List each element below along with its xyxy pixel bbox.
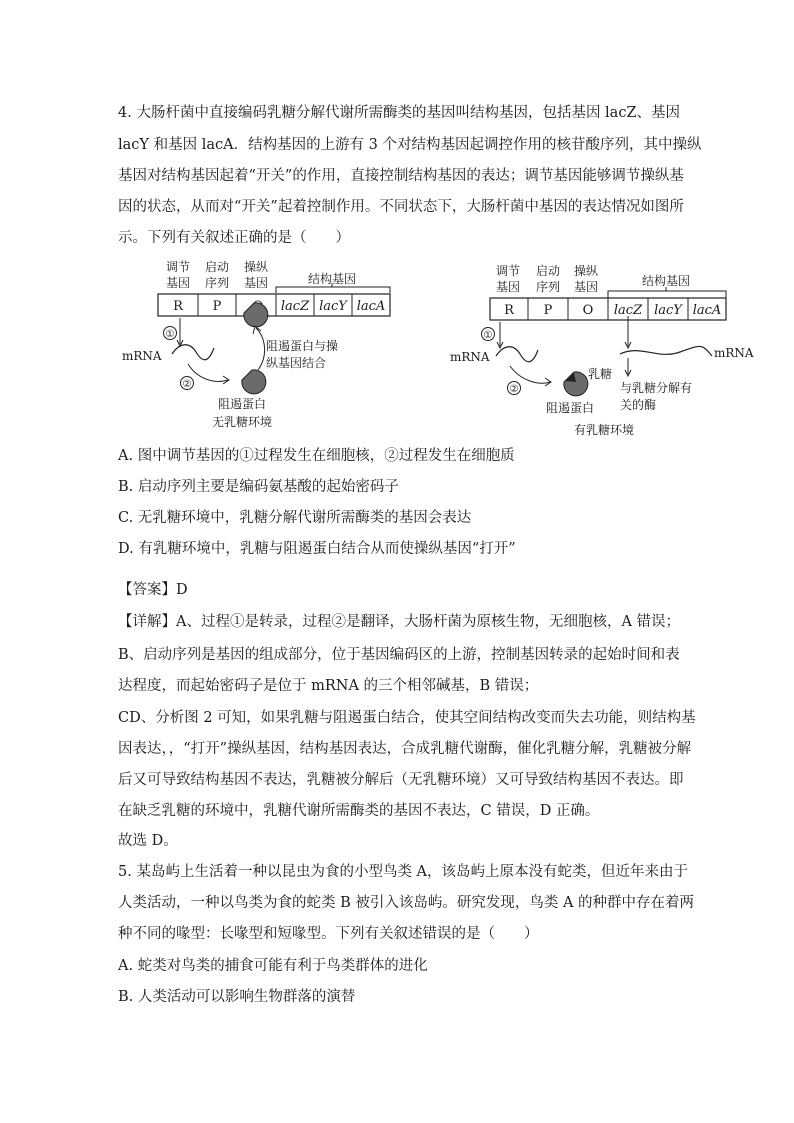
right-hdr-caozong-1: 操纵 <box>573 264 599 278</box>
right-lactose-label: 乳糖 <box>588 367 613 381</box>
right-repressor <box>564 372 588 396</box>
right-hdr-qidong-2: 序列 <box>535 280 561 294</box>
right-repressor-label: 阻遏蛋白 <box>545 401 595 415</box>
explanation-line: 在缺乏乳糖的环境中，乳糖代谢所需酶类的基因不表达，C 错误，D 正确。 <box>118 803 600 819</box>
left-bind-note-1: 阻遏蛋白与操 <box>266 339 339 353</box>
left-hdr-qidong-1: 启动 <box>204 260 230 274</box>
left-cell-lacY: lacY <box>319 299 347 314</box>
q4-line: 4. 大肠杆菌中直接编码乳糖分解代谢所需酶类的基因叫结构基因，包括基因 lacZ、基因 <box>118 105 681 121</box>
left-diagram <box>122 259 390 429</box>
right-cell-lacY: lacY <box>654 303 682 318</box>
right-cell-O: O <box>582 303 594 318</box>
right-cell-lacZ: lacZ <box>613 303 643 318</box>
left-env-label: 无乳糖环境 <box>211 415 273 429</box>
left-cell-lacZ: lacZ <box>280 299 310 314</box>
right-step-1: ① <box>483 330 493 341</box>
left-cell-P: P <box>212 299 222 314</box>
right-mrna-strand-right <box>620 346 712 356</box>
explanation-line: 【详解】A、过程①是转录，过程②是翻译，大肠杆菌为原核生物，无细胞核，A 错误； <box>118 614 681 630</box>
left-hdr-caozong-1: 操纵 <box>243 260 269 274</box>
left-step-1: ① <box>165 329 175 340</box>
explanation-line: 故选 D。 <box>118 833 178 849</box>
right-step-2: ② <box>509 384 519 395</box>
q4-option-c: C. 无乳糖环境中，乳糖分解代谢所需酶类的基因会表达 <box>118 510 472 526</box>
explanation-line: 达程度，而起始密码子是位于 mRNA 的三个相邻碱基，B 错误； <box>118 678 539 694</box>
left-gene-bar <box>158 294 390 316</box>
left-step-2: ② <box>182 379 192 390</box>
left-hdr-struct: 结构基因 <box>307 272 357 286</box>
right-enzyme-label-2: 关的酶 <box>620 398 657 412</box>
explanation-line: 因表达，，“打开”操纵基因，结构基因表达，合成乳糖代谢酶，催化乳糖分解，乳糖被分解 <box>118 741 692 757</box>
q4-line: 因的状态，从而对“开关”起着控制作用。不同状态下，大肠杆菌中基因的表达情况如图所 <box>118 199 684 215</box>
right-struct-brace <box>608 287 726 298</box>
right-hdr-tiaojie-2: 基因 <box>495 280 521 294</box>
explanation-line: CD、分析图 2 可知，如果乳糖与阻遏蛋白结合，使其空间结构改变而失去功能，则结构基 <box>118 710 696 726</box>
left-cell-lacA: lacA <box>356 299 386 314</box>
right-mrna-label-left: mRNA <box>450 350 490 364</box>
q4-line: lacY 和基因 lacA．结构基因的上游有 3 个对结构基因起调控作用的核苷酸序列，其中操纵 <box>118 137 702 153</box>
right-hdr-struct: 结构基因 <box>641 274 691 288</box>
q4-option-d: D. 有乳糖环境中，乳糖与阻遏蛋白结合从而使操纵基因“打开” <box>118 541 516 557</box>
left-hdr-tiaojie-1: 调节 <box>165 260 191 274</box>
q5-option-a: A. 蛇类对鸟类的捕食可能有利于鸟类群体的进化 <box>118 958 428 974</box>
right-cell-lacA: lacA <box>692 303 722 318</box>
left-repressor-label: 阻遏蛋白 <box>217 397 267 411</box>
right-hdr-qidong-1: 启动 <box>535 264 561 278</box>
right-cell-P: P <box>543 303 553 318</box>
right-cell-R: R <box>504 303 514 318</box>
right-mrna-strand-left <box>496 347 538 362</box>
left-bind-note-2: 纵基因结合 <box>266 356 327 370</box>
answer-label: 【答案】D <box>118 582 188 598</box>
right-hdr-tiaojie-1: 调节 <box>495 264 521 278</box>
right-diagram-lower <box>440 316 760 442</box>
q4-option-b: B. 启动序列主要是编码氨基酸的起始密码子 <box>118 479 399 495</box>
q5-option-b: B. 人类活动可以影响生物群落的演替 <box>118 989 356 1005</box>
explanation-line: 后又可导致结构基因不表达，乳糖被分解后（无乳糖环境）又可导致结构基因不表达。即 <box>118 772 684 788</box>
left-hdr-caozong-2: 基因 <box>243 276 269 290</box>
right-enzyme-label-1: 与乳糖分解有 <box>620 381 693 395</box>
q5-line: 种不同的喙型：长喙型和短喙型。下列有关叙述错误的是（ ） <box>118 926 539 942</box>
left-mrna-label: mRNA <box>122 349 162 363</box>
right-env-label: 有乳糖环境 <box>573 423 635 437</box>
left-free-repressor <box>242 370 266 394</box>
right-hdr-caozong-2: 基因 <box>573 280 599 294</box>
q4-line: 示。下列有关叙述正确的是（ ） <box>118 230 350 246</box>
right-mrna-label-right: mRNA <box>714 346 754 360</box>
explanation-line: B、启动序列是基因的组成部分，位于基因编码区的上游，控制基因转录的起始时间和表 <box>118 647 680 663</box>
q5-line: 人类活动，一种以鸟类为食的蛇类 B 被引入该岛屿。研究发现，鸟类 A 的种群中存在着两 <box>118 895 695 911</box>
q5-line: 5. 某岛屿上生活着一种以昆虫为食的小型鸟类 A，该岛屿上原本没有蛇类，但近年来由于 <box>118 864 689 880</box>
left-hdr-qidong-2: 序列 <box>204 276 230 290</box>
right-diagram <box>490 263 726 320</box>
left-hdr-tiaojie-2: 基因 <box>165 276 191 290</box>
q4-line: 基因对结构基因起着“开关”的作用，直接控制结构基因的表达；调节基因能够调节操纵基 <box>118 168 684 184</box>
left-mrna-strand <box>172 345 214 360</box>
q4-option-a: A. 图中调节基因的①过程发生在细胞核，②过程发生在细胞质 <box>118 448 515 464</box>
left-cell-R: R <box>173 299 183 314</box>
